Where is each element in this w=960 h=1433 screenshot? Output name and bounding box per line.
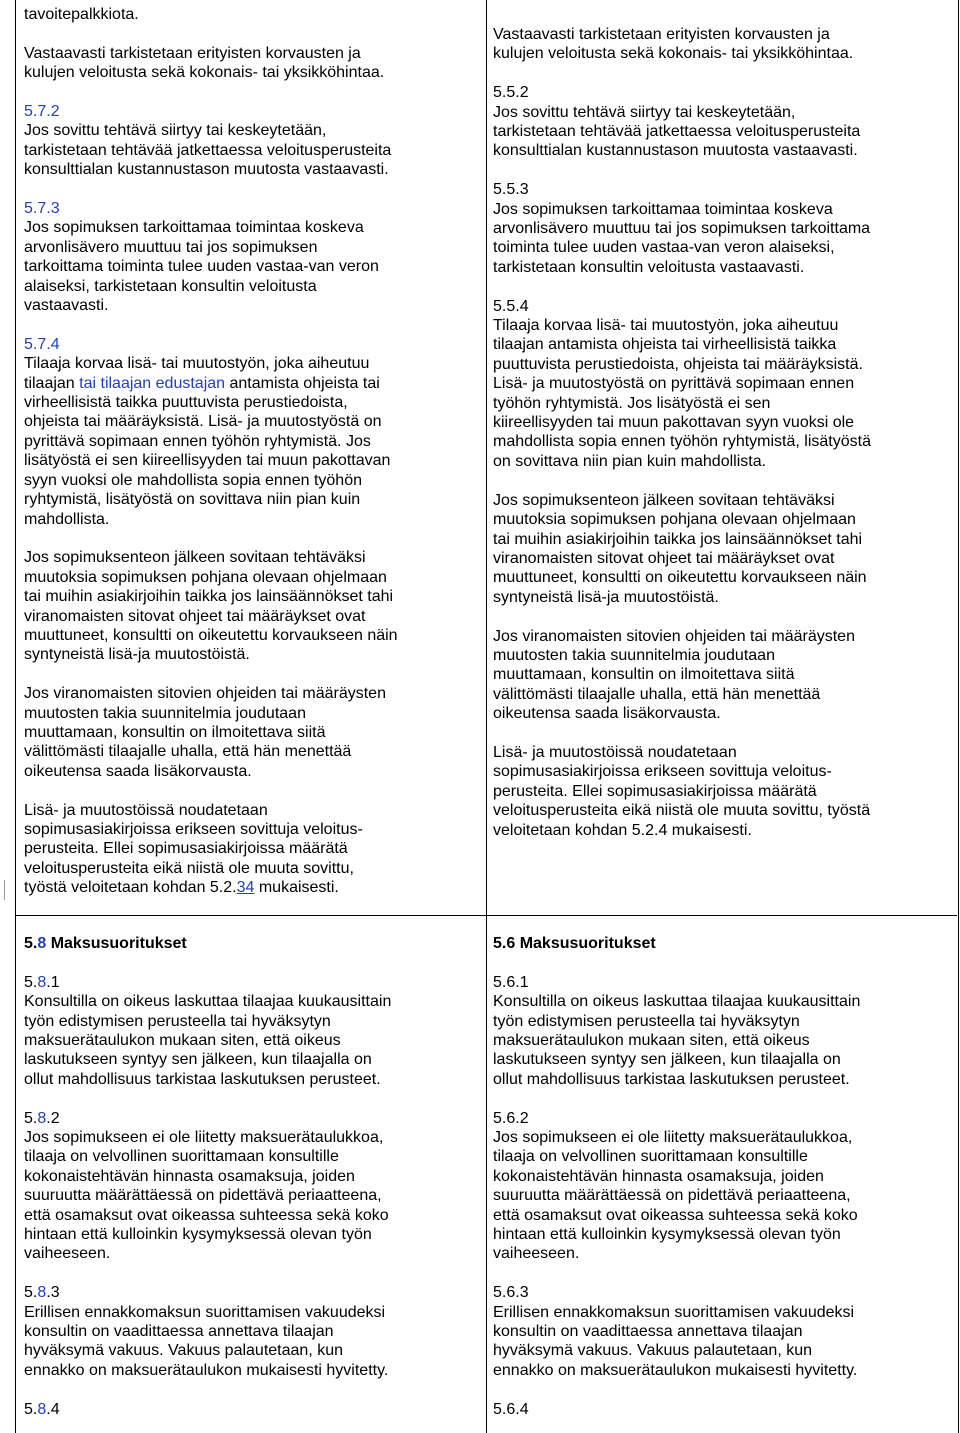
section-number: 5.8.4 bbox=[24, 1400, 60, 1418]
deleted-text: 3 bbox=[236, 879, 246, 897]
inserted-text: 4 bbox=[245, 879, 255, 897]
section-heading: 5.6 Maksusuoritukset bbox=[493, 935, 656, 952]
left-top-cell bbox=[24, 5, 482, 917]
section-number: 5.6.1 bbox=[493, 973, 529, 991]
section-number: 5.6.3 bbox=[493, 1284, 529, 1302]
section-text: Jos sovittu tehtävä siirtyy tai keskeytetään, tarkistetaan tehtävää jatkettaessa veloitusperusteita konsulttialan kustannustason muutosta vastaavasti. bbox=[24, 122, 392, 179]
section-number: 5.8.3 bbox=[24, 1284, 60, 1302]
section-number: 5.7.4 bbox=[24, 335, 60, 353]
section-text: Jos sopimuksen tarkoittamaa toimintaa koskeva arvonlisävero muuttuu tai jos sopimuksen tarkoittama toiminta tulee uuden vastaa-van veron alaiseksi, tarkistetaan konsultin veloitusta vastaavasti. bbox=[493, 200, 871, 276]
section-text: Jos sopimuksen tarkoittamaa toimintaa koskeva arvonlisävero muuttuu tai jos sopimuksen tarkoittama toiminta tulee uuden vastaa-van veron alaiseksi, tarkistetaan konsultin veloitusta vastaavasti. bbox=[24, 219, 379, 315]
paragraph: Jos sopimuksenteon jälkeen sovitaan tehtäväksi muutoksia sopimuksen pohjana olevaan ohjelmaan tai muihin asiakirjoihin taikka jos lainsäännökset tahi viranomaisten sitovat ohjeet tai määräykset ovat muuttuneet, konsultti on oikeutettu korvaukseen näin syntyneistä lisä-ja muutostöistä. bbox=[24, 549, 398, 664]
section-text: Erillisen ennakkomaksun suorittamisen vakuudeksi konsultin on vaadittaessa annettava tilaajan hyväksymä vakuus. Vakuus palautetaan, kun ennakko on maksuerätaulukon mukaisesti hyvitetty. bbox=[24, 1303, 389, 1379]
paragraph: Jos viranomaisten sitovien ohjeiden tai määräysten muutosten takia suunnitelmia joudutaan muuttamaan, konsultin on ilmoitettava siitä välittömästi tilaajalle uhalla, että hän menettää oikeutensa saada lisäkorvausta. bbox=[24, 685, 386, 780]
paragraph: Jos viranomaisten sitovien ohjeiden tai määräysten muutosten takia suunnitelmia joudutaan muuttamaan, konsultin on ilmoitettava siitä välittömästi tilaajalle uhalla, että hän menettää oikeutensa saada lisäkorvausta. bbox=[493, 627, 855, 723]
section-text: Jos sopimukseen ei ole liitetty maksuerätaulukkoa, tilaaja on velvollinen suorittamaan konsultille kokonaistehtävän hinnasta osamaksuja, joiden suuruutta määrättäessä on pidettävä periaatteena, että osamaksut ovat oikeassa suhteessa sekä koko hintaan että kulloinkin kysymyksessä olevan työn vaiheeseen. bbox=[24, 1129, 389, 1263]
section-heading: 5.8 Maksusuoritukset bbox=[24, 935, 187, 952]
paragraph: Vastaavasti tarkistetaan erityisten korvausten ja kulujen veloitusta sekä kokonais- tai yksikköhintaa. bbox=[493, 26, 854, 63]
right-top-cell bbox=[493, 25, 953, 859]
section-number: 5.5.4 bbox=[493, 297, 529, 315]
paragraph: Lisä- ja muutostöissä noudatetaan sopimusasiakirjoissa erikseen sovittuja veloitus- perusteita. Ellei sopimusasiakirjoissa määrätä veloitusperusteita eikä niistä ole muuta sovittu, työstä veloitetaan kohdan 5.2.4 mukaisesti. bbox=[493, 743, 871, 839]
change-bar bbox=[4, 880, 5, 900]
right-bottom-cell bbox=[493, 934, 953, 1419]
section-number: 5.6.4 bbox=[493, 1400, 529, 1418]
inserted-text: tai tilaajan edustajan bbox=[79, 374, 226, 392]
section-text: Konsultilla on oikeus laskuttaa tilaajaa kuukausittain työn edistymisen perusteella tai hyväksytyn maksuerätaulukon mukaan siten, että oikeus laskutukseen syntyy sen jälkeen, kun tilaajalla on ollut mahdollisuus tarkistaa laskutuksen perusteet. bbox=[24, 993, 392, 1088]
section-number: 5.7.2 bbox=[24, 103, 60, 120]
section-text: Jos sovittu tehtävä siirtyy tai keskeytetään, tarkistetaan tehtävää jatkettaessa veloitusperusteita konsulttialan kustannustason muutosta vastaavasti. bbox=[493, 103, 861, 160]
section-text: Erillisen ennakkomaksun suorittamisen vakuudeksi konsultin on vaadittaessa annettava tilaajan hyväksymä vakuus. Vakuus palautetaan, kun ennakko on maksuerätaulukon mukaisesti hyvitetty. bbox=[493, 1303, 858, 1379]
section-number: 5.8.2 bbox=[24, 1109, 60, 1127]
left-bottom-cell bbox=[24, 934, 482, 1419]
section-number: 5.6.2 bbox=[493, 1109, 529, 1127]
paragraph: Jos sopimuksenteon jälkeen sovitaan tehtäväksi muutoksia sopimuksen pohjana olevaan ohjelmaan tai muihin asiakirjoihin taikka jos lainsäännökset tahi viranomaisten sitovat ohjeet tai määräykset ovat muuttuneet, konsultti on oikeutettu korvaukseen näin syntyneistä lisä-ja muutostöistä. bbox=[493, 491, 867, 606]
section-text: Tilaaja korvaa lisä- tai muutostyön, joka aiheutuu tilaajan antamista ohjeista tai virheellisistä taikka puuttuvista perustiedoista, ohjeista tai määräyksistä. Lisä- ja muutostyöstä on pyrittävä sopimaan ennen työhön ryhtymistä. Jos lisätyöstä ei sen kiireellisyyden tai muun pakottavan syyn vuoksi ole mahdollista sopia ennen työhön ryhtymistä, lisätyöstä on sovittava niin pian kuin mahdollista. bbox=[493, 317, 871, 470]
section-text: Konsultilla on oikeus laskuttaa tilaajaa kuukausittain työn edistymisen perusteella tai hyväksytyn maksuerätaulukon mukaan siten, että oikeus laskutukseen syntyy sen jälkeen, kun tilaajalla on ollut mahdollisuus tarkistaa laskutuksen perusteet. bbox=[493, 993, 861, 1088]
section-number: 5.5.2 bbox=[493, 84, 529, 102]
section-text: Tilaaja korvaa lisä- tai muutostyön, joka aiheutuu tilaajan tai tilaajan edustajan antamista ohjeista tai virheellisistä taikka puuttuvista perustiedoista, ohjeista tai määräyksistä. Lisä- ja muutostyöstä on pyrittävä sopimaan ennen työhön ryhtymistä. Jos lisätyöstä ei sen kiireellisyyden tai muun pakottavan syyn vuoksi ole mahdollista sopia ennen työhön ryhtymistä, lisätyöstä on sovittava niin pian kuin mahdollista. bbox=[24, 355, 391, 528]
section-number: 5.7.3 bbox=[24, 200, 60, 218]
section-number: 5.8.1 bbox=[24, 973, 60, 991]
section-number: 5.5.3 bbox=[493, 181, 529, 199]
paragraph: Lisä- ja muutostöissä noudatetaan sopimusasiakirjoissa erikseen sovittuja veloitus- perusteita. Ellei sopimusasiakirjoissa määrätä veloitusperusteita eikä niistä ole muuta sovittu, työstä veloitetaan kohdan 5.2.34 mukaisesti. bbox=[24, 801, 363, 897]
paragraph: Vastaavasti tarkistetaan erityisten korvausten ja kulujen veloitusta sekä kokonais- tai yksikköhintaa. bbox=[24, 44, 385, 82]
section-text: Jos sopimukseen ei ole liitetty maksuerätaulukkoa, tilaaja on velvollinen suorittamaan konsultille kokonaistehtävän hinnasta osamaksuja, joiden suuruutta määrättäessä on pidettävä periaatteena, että osamaksut ovat oikeassa suhteessa sekä koko hintaan että kulloinkin kysymyksessä olevan työn vaiheeseen. bbox=[493, 1129, 858, 1263]
paragraph: tavoitepalkkiota. bbox=[24, 6, 139, 23]
column-divider bbox=[486, 0, 487, 1433]
